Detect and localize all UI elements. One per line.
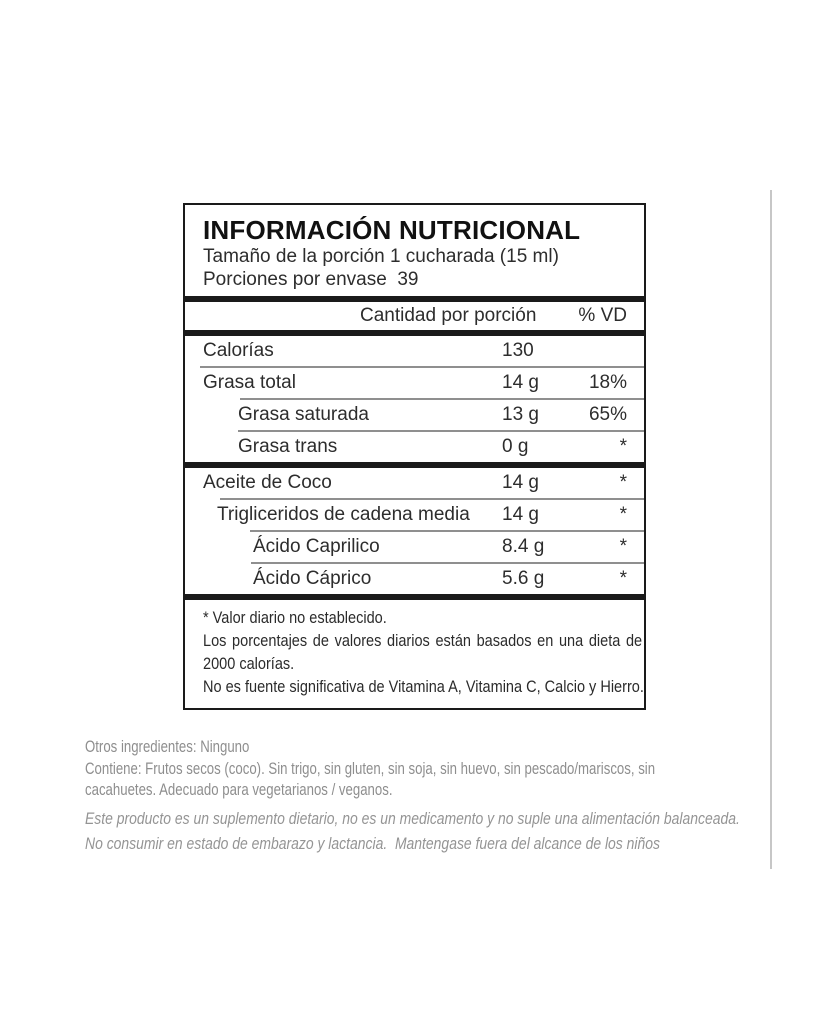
nutrient-name: Aceite de Coco	[203, 472, 332, 493]
nutrition-title: INFORMACIÓN NUTRICIONAL	[203, 215, 581, 245]
nutrient-amount: 14 g	[502, 472, 539, 493]
servings-per-container-text: Porciones por envase 39	[203, 269, 419, 290]
table-row	[185, 432, 644, 462]
nutrient-name: Grasa saturada	[238, 404, 369, 425]
nutrient-daily-value: 65%	[588, 404, 627, 425]
nutrient-name: Trigliceridos de cadena media	[217, 504, 470, 525]
disclaimer-line-2: No consumir en estado de embarazo y lactancia. Mantengase fuera del alcance de los niños	[85, 834, 660, 853]
column-header-daily-value: % VD	[578, 305, 627, 326]
footnotes	[185, 600, 644, 708]
nutrient-amount: 130	[502, 340, 534, 361]
nutrient-amount: 0 g	[502, 436, 529, 457]
nutrient-name: Grasa total	[203, 372, 296, 393]
disclaimer-line-1: Este producto es un suplemento dietario, no es un medicamento y no suple una alimentación balanceada.	[85, 809, 740, 828]
footnote-not-significant: No es fuente significativa de Vitamina A, Vitamina C, Calcio y Hierro.	[203, 678, 644, 696]
nutrient-amount: 13 g	[502, 404, 539, 425]
nutrient-daily-value: 18%	[588, 372, 627, 393]
nutrient-amount: 8.4 g	[502, 536, 545, 557]
nutrition-facts-panel	[183, 203, 646, 710]
nutrient-amount: 14 g	[502, 504, 539, 525]
nutrient-amount: 5.6 g	[502, 568, 545, 589]
allergen-contains-text: Contiene: Frutos secos (coco). Sin trigo, sin gluten, sin soja, sin huevo, sin pescado/mariscos, sin cacahuetes. Adecuado para vegetarianos / veganos.	[85, 759, 656, 799]
nutrient-daily-value: *	[619, 568, 627, 589]
serving-size-text: Tamaño de la porción 1 cucharada (15 ml)	[203, 246, 559, 267]
table-row	[185, 368, 644, 398]
table-row	[185, 400, 644, 430]
nutrient-name: Ácido Caprilico	[253, 536, 380, 557]
nutrient-name: Calorías	[203, 340, 274, 361]
other-ingredients-text: Otros ingredientes: Ninguno	[85, 738, 250, 756]
column-header-amount: Cantidad por porción	[360, 305, 537, 326]
footnote-asterisk: * Valor diario no establecido.	[203, 609, 387, 627]
nutrient-daily-value: *	[619, 536, 627, 557]
disclaimer-section	[85, 806, 826, 856]
nutrient-name: Grasa trans	[238, 436, 338, 457]
table-row	[185, 564, 644, 594]
nutrient-daily-value: *	[619, 472, 627, 493]
nutrient-amount: 14 g	[502, 372, 539, 393]
table-row	[185, 468, 644, 498]
column-header-row	[185, 302, 644, 330]
table-row	[185, 336, 644, 366]
ingredients-section	[85, 737, 820, 802]
nutrient-name: Ácido Cáprico	[253, 568, 372, 589]
nutrition-header	[185, 205, 644, 296]
table-row	[185, 500, 644, 530]
footnote-daily-values: Los porcentajes de valores diarios están basados en una dieta de 2000 calorías.	[203, 632, 643, 673]
nutrient-daily-value: *	[619, 436, 627, 457]
nutrient-daily-value: *	[619, 504, 627, 525]
table-row	[185, 532, 644, 562]
